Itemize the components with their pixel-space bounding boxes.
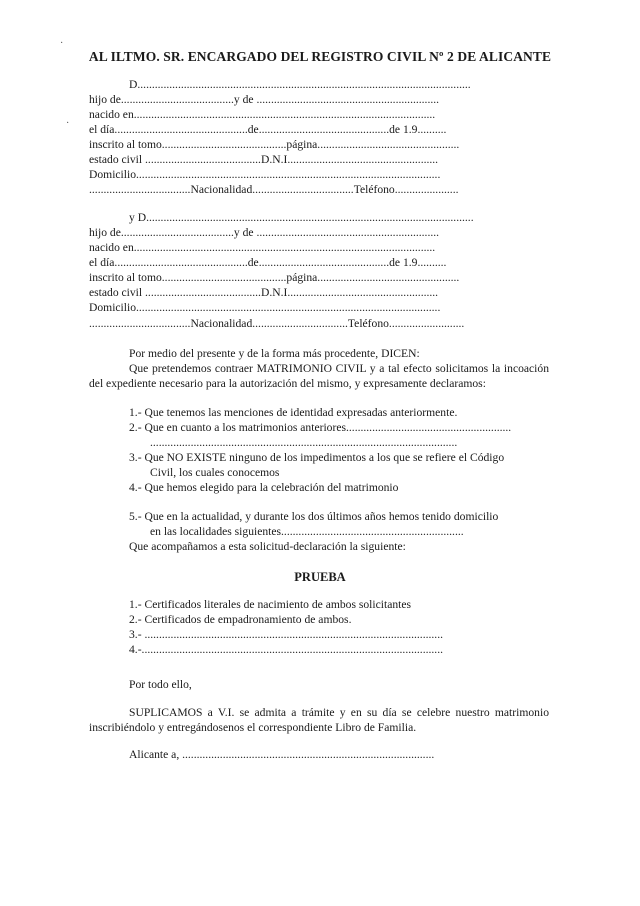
declaration-paragraph: Que pretendemos contraer MATRIMONIO CIVIL y a tal efecto solicitamos la incoación del expediente necesario para la autorización del mismo, y expresamente declaramos: bbox=[89, 362, 549, 390]
applicant2-parents-line: hijo de.......................................y de ............................................................... bbox=[89, 226, 440, 239]
applicant2-birthplace-line: nacido en........................................................................................................ bbox=[89, 241, 436, 254]
closing-por-todo: Por todo ello, bbox=[129, 678, 192, 691]
applicant1-birthdate-line: el día..............................................de.............................................de 1.9.......... bbox=[89, 123, 447, 136]
prueba-item-1: 1.- Certificados literales de nacimiento de ambos solicitantes bbox=[129, 598, 412, 611]
applicant1-nationality-line: ...................................Nacionalidad...................................Teléfono...................... bbox=[89, 183, 459, 196]
applicant1-parents-line: hijo de.......................................y de ............................................................... bbox=[89, 93, 440, 106]
applicant2-registry-line: inscrito al tomo...........................................página................................................. bbox=[89, 271, 460, 284]
prueba-item-3: 3.- ....................................................................................................... bbox=[129, 628, 443, 641]
prueba-item-2: 2.- Certificados de empadronamiento de ambos. bbox=[129, 613, 352, 626]
document-title: AL ILTMO. SR. ENCARGADO DEL REGISTRO CIVIL Nº 2 DE ALICANTE bbox=[88, 49, 552, 64]
declaration-item-2: 2.- Que en cuanto a los matrimonios anteriores......................................................... bbox=[129, 421, 512, 434]
declaration-item-3: 3.- Que NO EXISTE ninguno de los impedimentos a los que se refiere el Código bbox=[129, 451, 505, 464]
prueba-heading: PRUEBA bbox=[294, 570, 346, 584]
applicant2-address-line: Domicilio......................................................................................................... bbox=[89, 301, 441, 314]
applicant2-birthdate-line: el día..............................................de.............................................de 1.9.......... bbox=[89, 256, 447, 269]
applicant2-nationality-line: ...................................Nacionalidad.................................Teléfono.......................... bbox=[89, 317, 465, 330]
declaration-attachment-line: Que acompañamos a esta solicitud-declaración la siguiente: bbox=[129, 540, 406, 553]
declaration-item-3-continuation: Civil, los cuales conocemos bbox=[150, 466, 280, 479]
applicant1-address-line: Domicilio......................................................................................................... bbox=[89, 168, 441, 181]
declaration-item-5-continuation: en las localidades siguientes............................................................... bbox=[150, 525, 464, 538]
closing-suplicamos: SUPLICAMOS a V.I. se admita a trámite y en su día se celebre nuestro matrimonio inscribiéndolo y entregándosenos el correspondiente Libro de Familia. bbox=[89, 706, 549, 734]
applicant1-registry-line: inscrito al tomo...........................................página................................................. bbox=[89, 138, 460, 151]
declaration-intro: Por medio del presente y de la forma más procedente, DICEN: bbox=[129, 347, 420, 360]
closing-place-date: Alicante a, ....................................................................................... bbox=[129, 748, 435, 761]
declaration-item-1: 1.- Que tenemos las menciones de identidad expresadas anteriormente. bbox=[129, 406, 458, 419]
applicant1-birthplace-line: nacido en........................................................................................................ bbox=[89, 108, 436, 121]
applicant2-name-line: y D................................................................................................................. bbox=[129, 211, 474, 224]
declaration-item-2-continuation: .......................................................................................................... bbox=[150, 436, 458, 449]
applicant1-civil-status-line: estado civil ........................................D.N.I.................................................... bbox=[89, 153, 439, 166]
declaration-item-4: 4.- Que hemos elegido para la celebración del matrimonio bbox=[129, 481, 399, 494]
scan-speck: · bbox=[66, 118, 70, 129]
declaration-item-5: 5.- Que en la actualidad, y durante los dos últimos años hemos tenido domicilio bbox=[129, 510, 499, 523]
applicant1-name-line: D................................................................................................................... bbox=[129, 78, 471, 91]
prueba-item-4: 4.-........................................................................................................ bbox=[129, 643, 443, 656]
applicant2-civil-status-line: estado civil ........................................D.N.I.................................................... bbox=[89, 286, 439, 299]
scan-speck: · bbox=[60, 38, 64, 49]
